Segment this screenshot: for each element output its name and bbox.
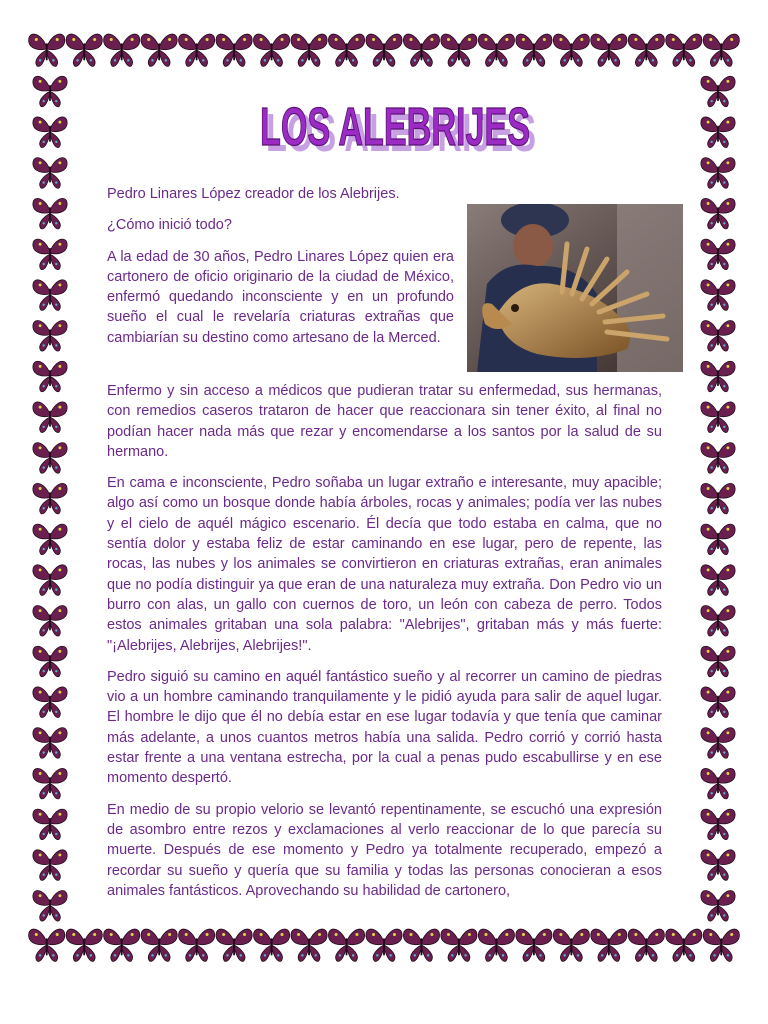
butterfly-icon [701,443,735,474]
paragraph-question: ¿Cómo inició todo? [107,217,232,234]
butterfly-icon [33,239,67,270]
butterfly-icon [591,34,627,66]
butterfly-icon [33,483,67,514]
butterfly-border-bottom [28,925,740,963]
butterfly-icon [403,34,439,66]
butterfly-icon [701,891,735,922]
butterfly-icon [33,280,67,311]
butterfly-icon [33,443,67,474]
butterfly-icon [403,929,439,961]
butterfly-icon [591,929,627,961]
butterfly-icon [441,34,477,66]
butterfly-icon [33,891,67,922]
butterfly-icon [29,34,65,66]
butterfly-icon [701,239,735,270]
butterfly-icon [179,34,215,66]
butterfly-icon [666,34,702,66]
butterfly-icon [141,929,177,961]
butterfly-icon [478,929,514,961]
butterfly-icon [701,402,735,433]
butterfly-icon [703,929,739,961]
butterfly-icon [33,402,67,433]
butterfly-icon [33,158,67,189]
butterfly-icon [553,929,589,961]
title-text: LOS ALEBRIJES [260,97,530,157]
butterfly-icon [104,929,140,961]
butterfly-icon [141,34,177,66]
butterfly-border-right [698,70,738,925]
butterfly-icon [104,34,140,66]
butterfly-icon [33,321,67,352]
paragraph-1: A la edad de 30 años, Pedro Linares López quien era cartonero de oficio originario de la ciudad de México, enfermó quedando inconsciente y en un profundo sueño el cual le revelaría criaturas extrañas que cambiarían su destino como artesano de la Merced. [107,248,454,346]
butterfly-icon [701,606,735,637]
butterfly-icon [701,361,735,392]
butterfly-icon [33,646,67,677]
butterfly-icon [516,34,552,66]
butterfly-icon [33,117,67,148]
butterfly-border-left [30,70,70,925]
butterfly-icon [701,565,735,596]
butterfly-icon [701,321,735,352]
butterfly-icon [291,34,327,66]
butterfly-icon [33,361,67,392]
butterfly-icon [701,646,735,677]
butterfly-icon [441,929,477,961]
butterfly-icon [253,34,289,66]
butterfly-icon [328,929,364,961]
butterfly-icon [328,34,364,66]
butterfly-icon [701,483,735,514]
butterfly-icon [701,809,735,840]
butterfly-icon [553,34,589,66]
butterfly-icon [478,34,514,66]
butterfly-icon [628,34,664,66]
butterfly-icon [33,809,67,840]
butterfly-icon [33,687,67,718]
butterfly-icon [29,929,65,961]
butterfly-icon [33,768,67,799]
butterfly-icon [33,728,67,759]
butterfly-icon [253,929,289,961]
paragraph-3: En cama e inconsciente, Pedro soñaba un lugar extraño e interesante, muy apacible; algo así como un bosque donde había árboles, rocas y animales; podía ver las nubes y el cielo de aquél mágico escenario. Él decía que todo estaba en calma, que no sentía dolor y estaba feliz de estar caminando en ese lugar, pero de repente, las rocas, las nubes y los animales se convirtieron en criaturas extrañas, eran animales que no podía distinguir ya que eran de una naturaleza muy extraña. Don Pedro vio un burro con alas, un gallo con cuernos de toro, un león con cabeza de perro. Todos estos animales gritaban una sola palabra: "Alebrijes", gritaban más y más fuerte: "¡Alebrijes, Alebrijes, Alebrijes!". [107,475,662,654]
page-title [250,84,540,160]
paragraph-4: Pedro siguió su camino en aquél fantástico sueño y al recorrer un camino de piedras vio a un hombre caminando tranquilamente y le pidió ayuda para salir de aquel lugar. El hombre le dijo que él no debía estar en ese lugar todavía y que tenía que caminar más adelante, a unos cuantos metros había una salida. Pedro corrió y corrió hasta estar frente a una ventana estrecha, por la cual a penas pudo escabullirse y en ese momento despertó. [107,668,662,787]
butterfly-icon [33,850,67,881]
title-shadow: LOS ALEBRIJES [266,103,536,160]
butterfly-icon [366,929,402,961]
butterfly-icon [516,929,552,961]
butterfly-icon [33,524,67,555]
butterfly-icon [701,198,735,229]
butterfly-border-top [28,30,740,68]
butterfly-icon [701,687,735,718]
butterfly-icon [216,929,252,961]
butterfly-icon [703,34,739,66]
intro-block [107,184,662,359]
butterfly-icon [701,158,735,189]
butterfly-icon [666,929,702,961]
paragraph-5: En medio de su propio velorio se levantó repentinamente, se escuchó una expresión de asombro entre rezos y exclamaciones al verlo reaccionar de lo que parecía su muerte. Después de ese momento y Pedro ya totalmente recuperado, empezó a recordar su sueño y quería que su familia y todas las personas conocieran a esos animales fantásticos. Aprovechando su habilidad de cartonero, [107,801,662,899]
butterfly-icon [179,929,215,961]
butterfly-icon [33,606,67,637]
butterfly-icon [628,929,664,961]
butterfly-icon [701,728,735,759]
story-block [107,381,662,912]
butterfly-icon [701,524,735,555]
butterfly-icon [33,76,67,107]
butterfly-icon [701,280,735,311]
butterfly-icon [66,34,102,66]
paragraph-heading: Pedro Linares López creador de los Alebrijes. [107,186,400,202]
butterfly-icon [701,850,735,881]
butterfly-icon [66,929,102,961]
butterfly-icon [216,34,252,66]
butterfly-icon [33,565,67,596]
butterfly-icon [33,198,67,229]
butterfly-icon [291,929,327,961]
paragraph-2: Enfermo y sin acceso a médicos que pudieran tratar su enfermedad, sus hermanas, con remedios caseros trataron de hacer que reaccionara sin tener éxito, al final no podían hacer nada más que rezar y encomendarse a los santos por la salud de su hermano. [107,383,662,460]
butterfly-icon [701,117,735,148]
butterfly-icon [701,76,735,107]
butterfly-icon [366,34,402,66]
butterfly-icon [701,768,735,799]
